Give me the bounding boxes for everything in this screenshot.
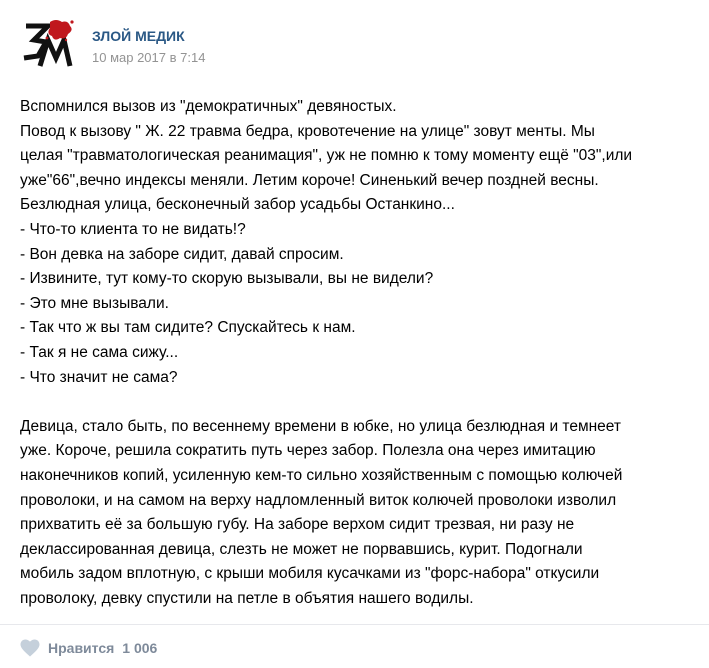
- like-count: 1 006: [122, 640, 158, 656]
- post-text: [20, 95, 690, 611]
- post-text-line: уже"66",вечно индексы меняли. Летим короче! Синенький вечер поздней весны.: [20, 171, 599, 189]
- post-text-line: - Что значит не сама?: [20, 368, 178, 386]
- post-text-line: - Так я не сама сижу...: [20, 343, 179, 361]
- like-button[interactable]: [20, 639, 157, 657]
- post-text-line: уже. Короче, решила сократить путь через забор. Полезла она через имитацию: [20, 442, 596, 460]
- post-header: [20, 16, 205, 76]
- post-footer: [20, 636, 157, 660]
- post-text-line: деклассированная девица, слезть не может не порвавшись, курит. Подогнали: [20, 540, 583, 558]
- avatar[interactable]: [20, 16, 76, 72]
- post-text-line: Безлюдная улица, бесконечный забор усадьбы Останкино...: [20, 196, 455, 214]
- post-text-line: прихватить её за большую губу. На заборе верхом сидит трезвая, ни разу не: [20, 516, 575, 534]
- author-link[interactable]: ЗЛОЙ МЕДИК: [92, 28, 185, 44]
- post-text-line: Повод к вызову " Ж. 22 травма бедра, кровотечение на улице" зовут менты. Мы: [20, 122, 595, 140]
- post-text-line: наконечников копий, усиленную кем-то сильно хозяйственным с помощью колючей: [20, 466, 623, 484]
- author-block: [92, 16, 205, 66]
- post-text-line: Девица, стало быть, по весеннему времени в юбке, но улица безлюдная и темнеет: [20, 417, 621, 435]
- post-text-line: - Что-то клиента то не видать!?: [20, 220, 246, 238]
- post-text-line: - Так что ж вы там сидите? Спускайтесь к нам.: [20, 319, 356, 337]
- post-text-line: целая "травматологическая реанимация", уж не помню к тому моменту ещё "03",или: [20, 147, 633, 165]
- post-text-line: - Извините, тут кому-то скорую вызывали, вы не видели?: [20, 270, 434, 288]
- post-text-line: Вспомнился вызов из "демократичных" девяностых.: [20, 98, 397, 115]
- post-text-line: мобиль задом вплотную, с крыши мобиля кусачками из "форс-набора" откусили: [20, 565, 600, 583]
- heart-icon: [20, 639, 40, 657]
- post-text-line: - Вон девка на заборе сидит, давай спросим.: [20, 245, 344, 263]
- post-date[interactable]: 10 мар 2017 в 7:14: [92, 50, 206, 65]
- like-label: Нравится: [48, 640, 115, 656]
- post-text-line: - Это мне вызывали.: [20, 294, 169, 312]
- paragraph-gap: [20, 390, 690, 415]
- evil-medic-logo-icon: [20, 16, 76, 72]
- post-text-line: проволоки, и на самом на верху надломленный виток колючей проволоки изволил: [20, 491, 617, 509]
- divider: [0, 624, 709, 625]
- post-text-line: проволоку, девку спустили на петле в объятия нашего водилы.: [20, 589, 474, 607]
